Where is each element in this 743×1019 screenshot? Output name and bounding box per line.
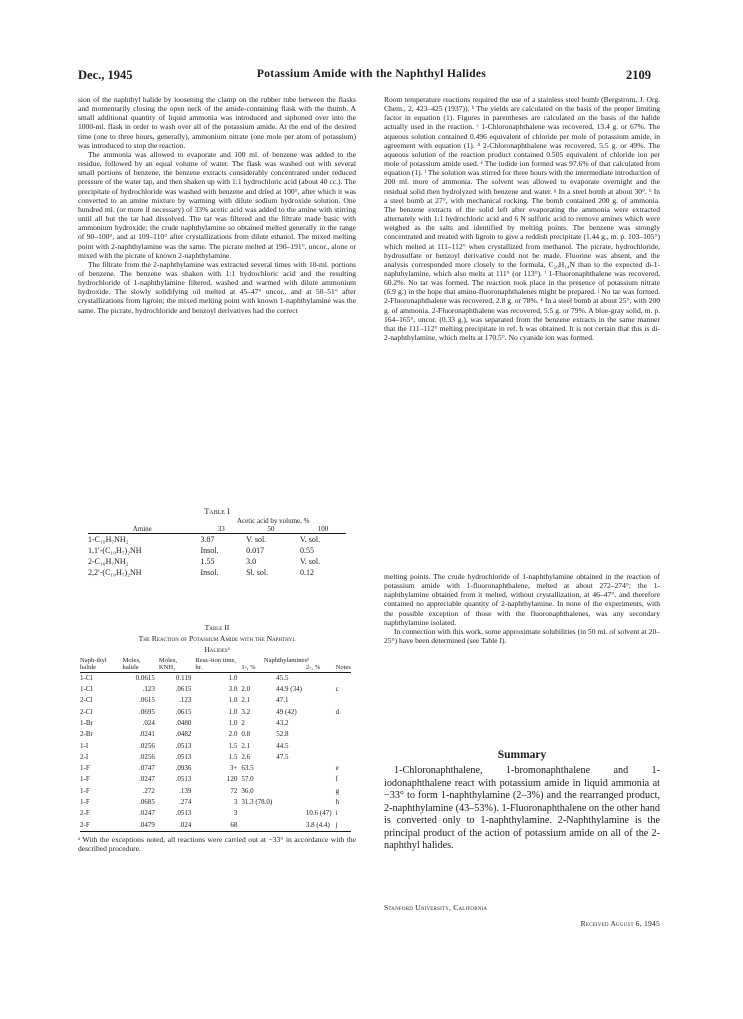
cell-note (334, 729, 353, 740)
cell-time: 120 (226, 775, 238, 784)
cell-2-yield-alt: 3.8 (4.4) (305, 820, 330, 829)
cell-moles-halide: 0.0615 (135, 673, 155, 682)
cell-moles-knh2: .024 (179, 820, 192, 829)
cell-moles-halide: .0747 (139, 764, 155, 773)
cell-halide: 1-Cl (80, 673, 93, 682)
cell-note: f (335, 775, 338, 784)
cell-2-yield: 47.5 (276, 752, 289, 761)
cell-time: 72 (230, 786, 238, 795)
cell-2-yield-alt (304, 786, 334, 797)
table-2-header-halide: Naph-thyl halide (80, 657, 107, 672)
cell-halide: 1-F (80, 798, 90, 807)
cell-2-yield: 44.5 (276, 741, 289, 750)
cell-moles-halide: .0615 (139, 696, 155, 705)
cell-moles-halide: .0247 (139, 809, 155, 818)
table-row (78, 684, 353, 695)
cell-1-yield: 2.1 (241, 741, 251, 750)
paragraph: melting points. The crude hydrochloride of 1-naphthylamine obtained in the reaction of potassium amide with 1-fluoronaphthalene, melted at about 272–274°; the 1-naphthylamine obtained from it melted, without crystallization, at 46–47°, and therefore contained no appreciable quantity of 2-naphthylamine. In none of the experiments, with the possible exception of those with the fluoronaphthalenes, was any secondary naphthylamine isolated. (384, 572, 660, 627)
table-2-caption-title: The Reaction of Potassium Amide with the Naphthyl (138, 634, 296, 643)
cell-50: 3.0 (246, 557, 257, 566)
summary-text: 1-Chloronaphthalene, 1-bromonaphthalene and 1-iodonaphthalene react with potassium amide in liquid ammonia at −33° to form 1-naphthylamine (2–3%) and the rearranged product, 2-naphthylamine (43–53%). 1-Fluoronaphthalene on the other hand is converted only to 1-naphthylamine. 2-Naphthylamine is the principal product of the action of potassium amide on all of the 2-naphthyl halides. (384, 765, 660, 851)
table-row (78, 752, 353, 763)
cell-note: i (335, 809, 338, 818)
table-row (78, 673, 353, 684)
cell-halide: 1-F (80, 786, 90, 795)
paragraph: sion of the naphthyl halide by loosening the clamp on the rubber tube between the flasks and momentarily closing the open neck of the amide-containing flask with the thumb. A small additional quantity of liquid ammonia was introduced and siphoned over into the 1000-ml. flask in order to wash over all of the potassium amide. At the end of the desired time (one to three hours, generally), ammonium nitrate (one mole per atom of potassium) was introduced to stop the reaction. (78, 95, 356, 150)
cell-moles-knh2: 0.119 (175, 673, 192, 682)
cell-2-yield-alt (304, 684, 334, 695)
table-1-caption: Table I (204, 507, 230, 516)
table-row (78, 808, 353, 819)
paragraph: The filtrate from the 2-naphthylamine was extracted several times with 10-ml. portions of benzene. The benzene was shaken with 1:1 hydrochloric acid and the resulting hydrochloride of 1-naphthylamine filtered, washed and warmed with dilute ammonium hydroxide. The slowly solidifying oil melted at 45–47° uncor., and at 50–51° after crystallizations from ligroin; the mixed melting point with known 1-naphthylamine was the same. The picrate, hydrochloride and benzoyl derivatives had the correct (78, 259, 356, 315)
cell-time: 1.0 (228, 696, 238, 705)
cell-50: 0.017 (246, 546, 265, 555)
cell-1-yield: 2.6 (241, 752, 251, 761)
table-2-header-2: 2-, % (305, 664, 321, 672)
table-2-header-moles-knh2: Moles, KNH₂ (158, 657, 178, 672)
cell-moles-knh2: .0513 (175, 752, 192, 761)
table-2-header-time: Reac-tion time, hr. (195, 657, 237, 672)
table-row (78, 741, 353, 752)
header-title: Potassium Amide with the Naphthyl Halides (256, 68, 487, 80)
cell-time: 68 (230, 820, 238, 829)
cell-2-yield (274, 763, 304, 774)
cell-2-yield-alt (304, 763, 334, 774)
cell-2-yield-alt: 10.6 (47) (305, 809, 332, 818)
cell-moles-knh2: .123 (179, 696, 192, 705)
cell-2-yield-alt (304, 718, 334, 729)
table-2-footnote: ᵃ With the exceptions noted, all reactions were carried out at −33° in accordance with the described procedure. (78, 834, 356, 854)
cell-2-yield (274, 820, 304, 831)
cell-100: V. sol. (300, 535, 321, 544)
table-2 (78, 622, 356, 853)
cell-1-yield: 3.2 (241, 707, 251, 716)
cell-moles-knh2: .0513 (175, 775, 192, 784)
cell-1-yield: 36.0 (241, 786, 254, 795)
left-column-text (78, 95, 356, 315)
cell-halide: 1-F (80, 764, 90, 773)
cell-halide: 2-I (80, 752, 89, 761)
table-2-body (78, 673, 353, 831)
cell-moles-halide: .272 (142, 786, 155, 795)
cell-1-yield (239, 808, 274, 819)
cell-moles-halide: .0247 (139, 775, 155, 784)
header-date: Dec., 1945 (78, 68, 133, 82)
cell-2-yield (274, 808, 304, 819)
cell-2-yield: 43.2 (276, 719, 289, 727)
cell-note: d (335, 707, 340, 716)
cell-moles-knh2: .274 (179, 798, 192, 807)
cell-note (334, 741, 353, 752)
table-2-caption-title-cont: Halidesᵃ (204, 645, 230, 654)
cell-note: c (335, 685, 339, 694)
cell-moles-knh2: .139 (179, 786, 192, 795)
cell-moles-knh2: .0480 (175, 719, 192, 727)
cell-moles-knh2: .0513 (175, 741, 192, 750)
cell-moles-halide: .0256 (139, 741, 155, 750)
cell-moles-halide: .0256 (139, 752, 155, 761)
table-row (78, 718, 353, 729)
cell-2-yield (274, 797, 304, 808)
table-2-footnotes-continued (384, 95, 660, 342)
cell-time: 1.5 (228, 752, 238, 761)
cell-halide: 1-Br (80, 719, 93, 727)
cell-moles-halide: .0479 (139, 820, 155, 829)
cell-note (334, 752, 353, 763)
cell-2-yield: 44.9 (34) (276, 685, 302, 694)
table-2-header-1: 1-, % (241, 664, 256, 672)
cell-moles-halide: .123 (142, 685, 155, 694)
cell-time: 1.0 (228, 707, 238, 716)
cell-100: 0.55 (300, 546, 314, 555)
cell-halide: 2-F (80, 820, 90, 829)
table-row (78, 786, 353, 797)
table-row (86, 545, 348, 556)
cell-2-yield-alt (304, 707, 334, 718)
cell-33: Insol. (200, 546, 219, 555)
cell-1-yield: 2 (241, 719, 245, 727)
table-2-header-amines: Naphthylaminesᵇ (263, 657, 310, 664)
table-row (78, 797, 353, 808)
cell-time: 1.5 (228, 741, 238, 750)
cell-2-yield-alt (304, 741, 334, 752)
cell-halide: 2-Br (80, 730, 93, 739)
cell-halide: 2-Cl (80, 707, 93, 716)
cell-moles-knh2: .0615 (175, 685, 192, 694)
table-2-header-moles-halide: Moles, halide (122, 657, 141, 672)
cell-halide: 2-Cl (80, 696, 93, 705)
cell-1-yield: 63.5 (241, 764, 254, 773)
cell-moles-knh2: .0482 (175, 730, 192, 739)
cell-time: 1.0 (228, 673, 238, 682)
cell-time: 2.0 (228, 730, 238, 739)
cell-2-yield: 45.5 (276, 673, 289, 682)
cell-1-yield (239, 820, 274, 831)
cell-1-yield: 57.0 (241, 775, 254, 784)
cell-2-yield-alt (304, 673, 334, 684)
table-1-header-100: 100 (317, 525, 329, 533)
cell-moles-halide: .0241 (139, 730, 155, 739)
cell-note: j (335, 820, 338, 829)
cell-halide: 1-Cl (80, 685, 93, 694)
cell-1-yield: 31.3 (78.0) (241, 798, 273, 807)
cell-2-yield-alt (304, 752, 334, 763)
cell-note (334, 718, 353, 729)
cell-time: 3 (233, 809, 238, 818)
cell-100: V. sol. (300, 557, 321, 566)
table-row (86, 556, 348, 567)
paragraph: The ammonia was allowed to evaporate and 100 ml. of benzene was added to the residue, followed by an equal volume of water. The flask was washed out with several small portions of benzene, the benzene extracts considerably concentrated under reduced pressure of the water tap, and then shaken up with 1:1 hydrochloric acid (about 40 cc.). The precipitate of hydrochloride was washed with benzene and dried at 100°, after which it was converted to an amine mixture by warming with dilute sodium hydroxide solution. One hundred ml. (or more if necessary) of 33% acetic acid was added to the amine with stirring until all but the tar had dissolved. The tar was filtered and the filtrate made basic with ammonium hydroxide; the crude naphthylamine so obtained melted generally in the range of 90–100°, and at 109–110° after crystallizations from dilute ethanol. The mixed melting point with 2-naphthylamine was the same. The picrate melted at 190–191°, uncor., alone or mixed with the picrate of known 2-naphthylamine. (78, 149, 356, 260)
cell-2-yield: 52.8 (276, 730, 289, 739)
cell-2-yield-alt (304, 729, 334, 740)
cell-50: V. sol. (246, 535, 267, 544)
cell-note (334, 673, 353, 684)
table-row (78, 707, 353, 718)
cell-time: 1.0 (228, 719, 238, 727)
cell-33: 1.55 (200, 557, 215, 566)
cell-note: h (335, 798, 340, 807)
cell-moles-knh2: .0615 (175, 707, 192, 716)
cell-halide: 1-F (80, 775, 90, 784)
table-row (86, 567, 348, 578)
cell-moles-knh2: .0936 (175, 764, 192, 773)
table-row (78, 729, 353, 740)
table-1-header-33: 33 (217, 525, 225, 533)
cell-amine: 1,1′-(C₁₀H₇)₂NH (88, 546, 142, 555)
cell-33: 3.87 (200, 535, 215, 544)
cell-halide: 1-I (80, 741, 89, 750)
cell-moles-knh2: .0513 (175, 809, 192, 818)
table-1-header-amine: Amine (132, 525, 152, 533)
cell-moles-halide: .0685 (139, 798, 155, 807)
cell-amine: 1-C₁₀H₇NH₂ (88, 535, 129, 544)
cell-2-yield-alt (304, 774, 334, 785)
cell-2-yield (274, 774, 304, 785)
table-2-header-notes: Notes (335, 664, 351, 672)
table-2-caption-label: Table II (204, 623, 230, 632)
table-2-header-1b (274, 664, 304, 671)
paragraph: Room temperature reactions required the use of a stainless steel bomb (Bergstrom, J. Org. Chem., 2, 423–425 (1937)). ᵇ The yields are calculated on the basis of the proper limiting factor in equation (1). Figures in parentheses are calculated on the basis of the halide actually used in the reaction. ᶜ 1-Chloronaphthalene was recovered, 13.4 g. or 67%. The aqueous solution contained 0.496 equivalent of chloride per mole of potassium amide, in agreement with equation (1). ᵈ 2-Chloronaphthalene was recovered, 5.5 g. or 49%. The aqueous solution of the reaction product contained 0.505 equivalent of chloride ion per mole of potassium amide used. ᵉ The iodide ion formed was 97.6% of that calculated from equation (1). ᶠ The solution was stirred for three hours with the intermediate introduction of 200 ml. more of ammonia. The solvent was allowed to evaporate overnight and the residual solid then hydrolyzed with benzene and water. ᵍ In a steel bomb at about 30°. ʰ In a steel bomb at 27°, with mechanical rocking. The bomb contained 200 g. of ammonia. The benzene extracts of the solid left after evaporating the ammonia were extracted alternately with 1:1 hydrochloric acid and 6 N sulfuric acid to remove amines which were weighed as the salts and identified by melting points. The benzene was strongly concentrated and treated with ligroin to give a reddish precipitate (1.44 g., m. p. 103–105°) which melted at 111–112° when crystallized from methanol. The picrate, hydrochloride, hydrosulfate or benzoyl derivative could not be made. Fluorine was absent, and the analysis corresponded more closely to the formula, C₂₀H₁₄N than to the expected di-1-naphthylamine, which also melts at 111° (or 113°). ⁱ 1-Fluoronaphthalene was recovered, 60.2%. No tar was formed. The reaction took place in the presence of potassium nitrate (6.9 g.) in the hope that amino-fluoronaphthalenes might be prepared. ʲ No tar was formed. 2-Fluoronaphthalene was recovered, 2.8 g. or 78%. ᵏ In a steel bomb at about 25°, with 200 g. of ammonia. 2-Fluoronaphthalene was recovered, 5.5 g. or 79%. A blue-gray solid, m. p. 164–165°, uncor. (0.33 g.), was separated from the benzene extracts in the same manner that the 111–112° melting precipitate in ref. h was obtained. It is not certain that this is di-2-naphthylamine, which melts at 170.5°. No cyanide ion was formed. (384, 95, 660, 343)
cell-time: 3+ (229, 764, 238, 773)
affiliation: Stanford University, California (384, 903, 488, 912)
cell-1-yield (239, 673, 274, 684)
table-row (86, 534, 348, 545)
cell-halide: 2-F (80, 809, 90, 818)
cell-2-yield: 49 (42) (276, 707, 297, 716)
cell-100: 0.12 (300, 568, 314, 577)
table-1-group-header: Acetic acid by volume, % (236, 517, 310, 525)
cell-note: g (335, 786, 340, 795)
table-row (78, 695, 353, 706)
table-1 (78, 507, 356, 578)
table-1-header-amine (86, 517, 198, 525)
header-page-number: 2109 (626, 68, 651, 82)
cell-note (334, 695, 353, 706)
cell-33: Insol. (200, 568, 219, 577)
cell-2-yield-alt (304, 797, 334, 808)
cell-time: 3.0 (228, 685, 238, 694)
cell-note: e (335, 764, 339, 773)
received-date: Received August 6, 1945 (580, 919, 660, 928)
table-row (78, 774, 353, 785)
cell-2-yield: 47.1 (276, 696, 289, 705)
cell-2-yield (274, 786, 304, 797)
cell-1-yield: 2.1 (241, 696, 251, 705)
table-1-header-50: 50 (267, 525, 275, 533)
cell-moles-halide: .0695 (139, 707, 155, 716)
table-row (78, 763, 353, 774)
cell-time: 3 (233, 798, 238, 807)
cell-amine: 2-C₁₀H₇NH₂ (88, 557, 129, 566)
cell-amine: 2,2′-(C₁₀H₇)₂NH (88, 568, 142, 577)
table-row (78, 820, 353, 831)
paragraph: In connection with this work, some approximate solubilities (in 50 ml. of solvent at 20–25°) have been determined (see Table I). (384, 626, 660, 646)
right-column-text (384, 572, 660, 645)
summary-heading: Summary (497, 749, 547, 761)
cell-1-yield: 0.8 (241, 730, 251, 739)
cell-moles-halide: .024 (142, 719, 155, 727)
cell-50: Sl. sol. (246, 568, 269, 577)
cell-2-yield-alt (304, 695, 334, 706)
cell-1-yield: 2.0 (241, 685, 251, 694)
